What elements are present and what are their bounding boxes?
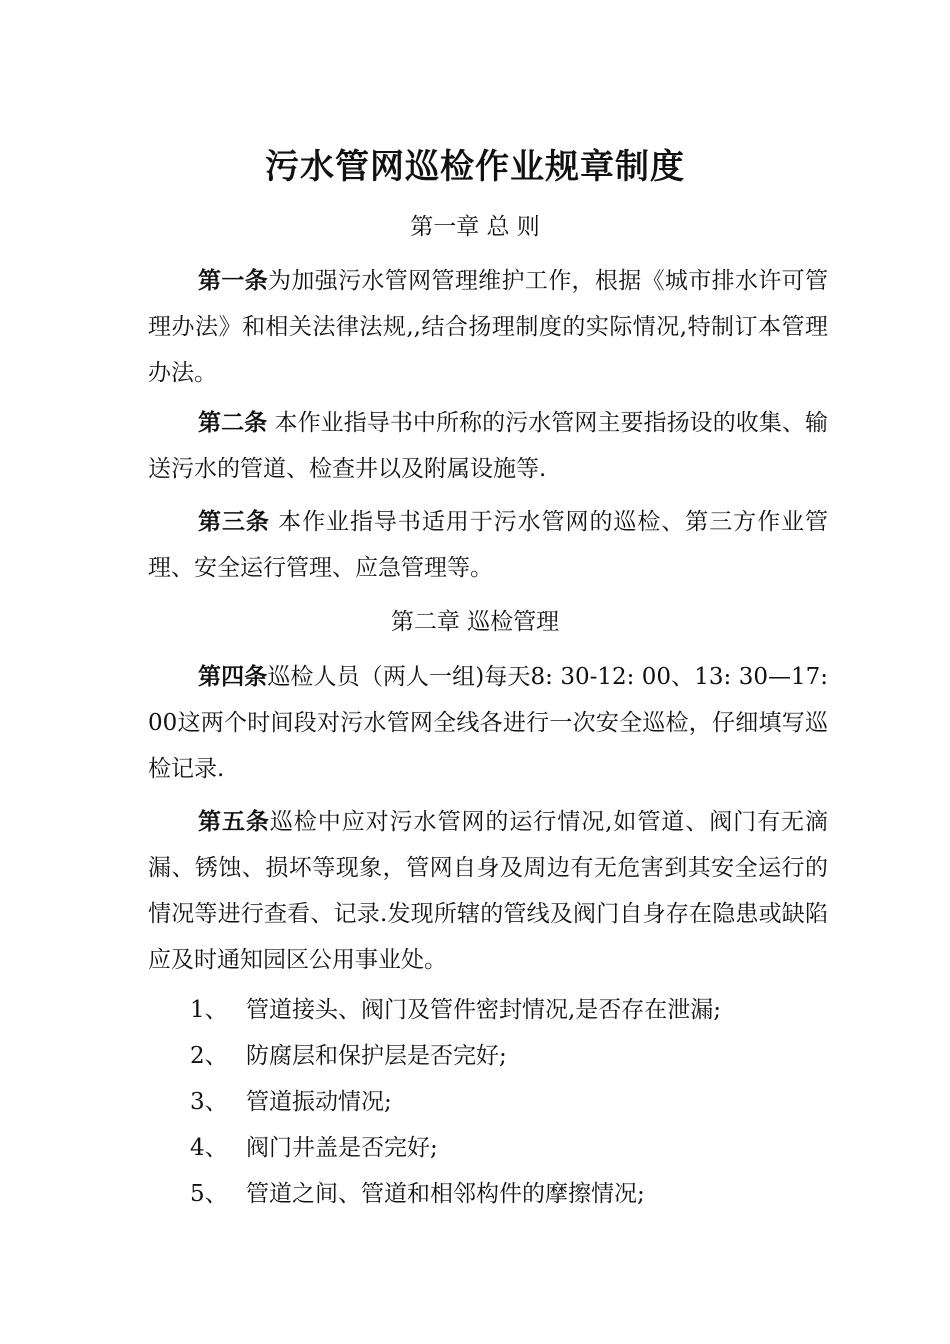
article-2-lead: 第二条 [198,410,268,436]
document-title: 污水管网巡检作业规章制度 [265,147,685,187]
checklist-item-number: 2、 [190,1043,228,1069]
checklist-item-text: 管道振动情况; [246,1089,392,1115]
article-5-text: 巡检中应对污水管网的运行情况,如管道、阀门有无滴漏、锈蚀、损坏等现象，管网自身及周边有无危害到其安全运行的情况等进行查看、记录.发现所辖的管线及阀门自身存在隐患或缺陷应及时通知园区公用事业处。 [148,809,829,973]
article-4-lead: 第四条 [198,664,268,690]
article-4-text: 巡检人员（两人一组)每天8: 30-12: 00、13: 30—17: 00这两个时间段对污水管网全线各进行一次安全巡检，仔细填写巡检记录. [148,664,828,782]
article-2 [148,400,828,492]
checklist-item-text: 阀门井盖是否完好; [246,1135,438,1161]
article-5-lead: 第五条 [198,809,270,835]
article-4 [148,654,828,792]
article-1 [148,258,828,396]
checklist-item-number: 1、 [190,997,228,1023]
checklist-item [190,1125,830,1171]
checklist-item-text: 管道之间、管道和相邻构件的摩擦情况; [246,1181,645,1207]
checklist-item-text: 防腐层和保护层是否完好; [246,1043,507,1069]
chapter-heading-1: 第一章 总 则 [410,214,540,240]
checklist-item [190,1079,830,1125]
checklist-item-text: 管道接头、阀门及管件密封情况,是否存在泄漏; [246,997,722,1023]
checklist-item [190,1033,830,1079]
article-1-lead: 第一条 [198,268,269,294]
checklist-item-number: 5、 [190,1181,228,1207]
inspection-checklist [190,987,830,1217]
chapter-heading-2: 第二章 巡检管理 [390,609,560,635]
article-3-text: 本作业指导书适用于污水管网的巡检、第三方作业管理、安全运行管理、应急管理等。 [148,509,829,581]
checklist-item [190,987,830,1033]
article-2-text: 本作业指导书中所称的污水管网主要指扬设的收集、输送污水的管道、检查井以及附属设施等. [148,410,828,482]
article-3-lead: 第三条 [198,509,270,535]
article-3 [148,499,828,591]
checklist-item [190,1171,830,1217]
checklist-item-number: 4、 [190,1135,228,1161]
article-5 [148,799,828,983]
article-1-text: 为加强污水管网管理维护工作，根据《城市排水许可管理办法》和相关法律法规,,结合扬理制度的实际情况,特制订本管理办法。 [148,268,829,386]
checklist-item-number: 3、 [190,1089,228,1115]
